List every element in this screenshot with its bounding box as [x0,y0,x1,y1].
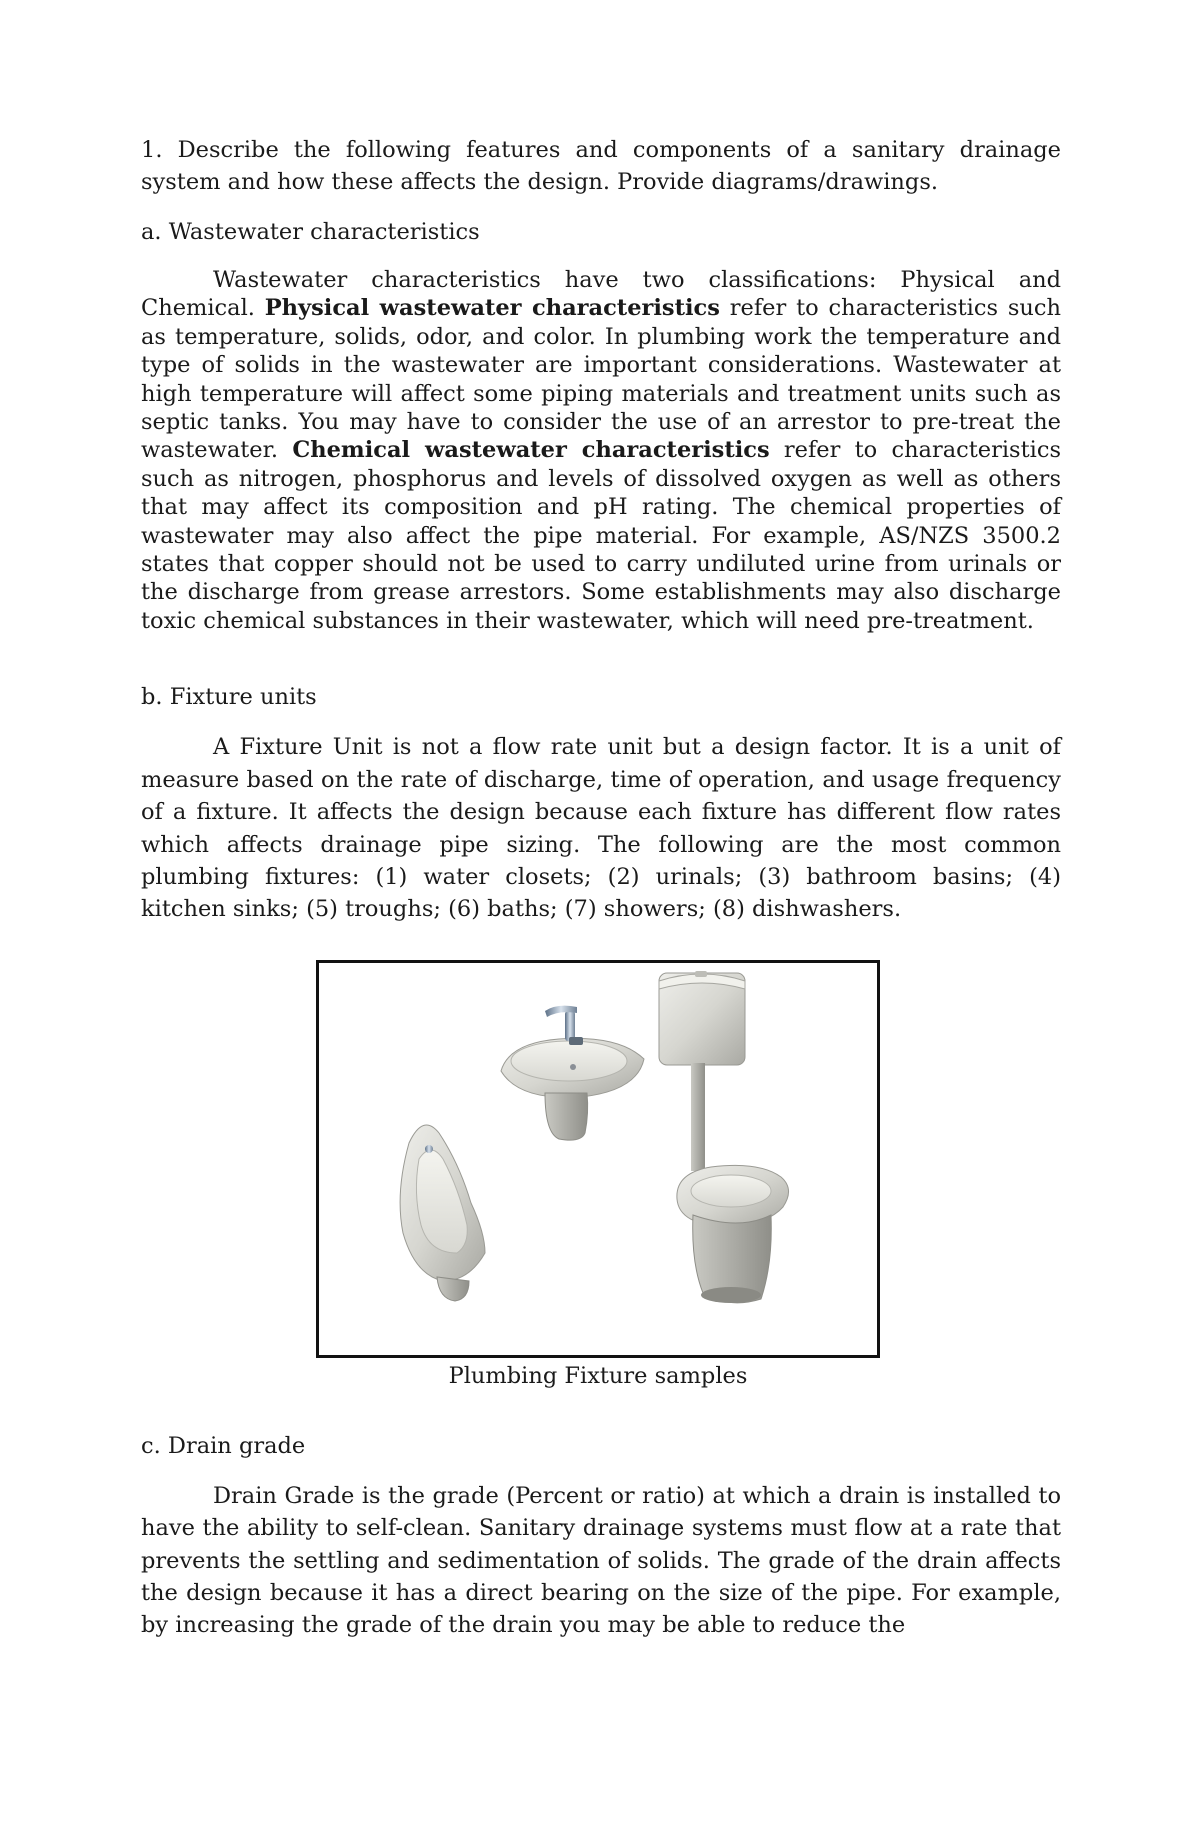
section-a-text-start: Wastewater characteristics have two classifications: Physical and Chemical. [141,267,1061,322]
physical-term: Physical wastewater characteristics [264,295,720,322]
section-c-paragraph: Drain Grade is the grade (Percent or ratio) at which a drain is installed to have the ability to self-clean. Sanitary drainage systems must flow at a rate that prevents the settling and sedimentation of solids. The grade of the drain affects the design because it has a direct bearing on the size of the pipe. For example, by increasing the grade of the drain you may be able to reduce the [141,1482,1061,1639]
section-b-heading: b. Fixture units [141,684,317,711]
section-a-text-end: refer to characteristics such as nitrogen, phosphorus and levels of dissolved oxygen as well as others that may affect its composition and pH rating. The chemical properties of wastewater may also affect the pipe material. For example, AS/NZS 3500.2 states that copper should not be used to carry undiluted urine from urinals or the discharge from grease arrestors. Some establishments may also discharge toxic chemical substances in their wastewater, which will need pre-treatment. [141,437,1061,634]
section-b-paragraph: A Fixture Unit is not a flow rate unit but a design factor. It is a unit of measure based on the rate of discharge, time of operation, and usage frequency of a fixture. It affects the design because each fixture has different flow rates which affects drainage pipe sizing. The following are the most common plumbing fixtures: (1) water closets; (2) urinals; (3) bathroom basins; (4) kitchen sinks; (5) troughs; (6) baths; (7) showers; (8) dishwashers. [141,734,1061,923]
section-a-paragraph [141,266,1061,635]
plumbing-fixtures-illustration [319,963,877,1355]
chemical-term: Chemical wastewater characteristics [292,437,770,464]
section-c-heading: c. Drain grade [141,1432,306,1459]
urinal-icon [400,1125,485,1301]
section-a-text-mid: refer to characteristics such as temperature, solids, odor, and color. In plumbing work the temperature and type of solids in the wastewater are important considerations. Wastewater at high temperature will affect some piping materials and treatment units such as septic tanks. You may have to consider the use of an arrestor to pre-treat the wastewater. [141,295,1061,464]
toilet-icon [659,971,789,1303]
question-text: 1. Describe the following features and components of a sanitary drainage system and how these affects the design. Provide diagrams/drawings. [141,137,1061,195]
basin-icon [501,1005,644,1139]
plumbing-fixtures-figure [316,960,880,1358]
section-a-heading: a. Wastewater characteristics [141,219,480,245]
document-page [141,134,1061,1642]
figure-caption: Plumbing Fixture samples [448,1362,748,1389]
